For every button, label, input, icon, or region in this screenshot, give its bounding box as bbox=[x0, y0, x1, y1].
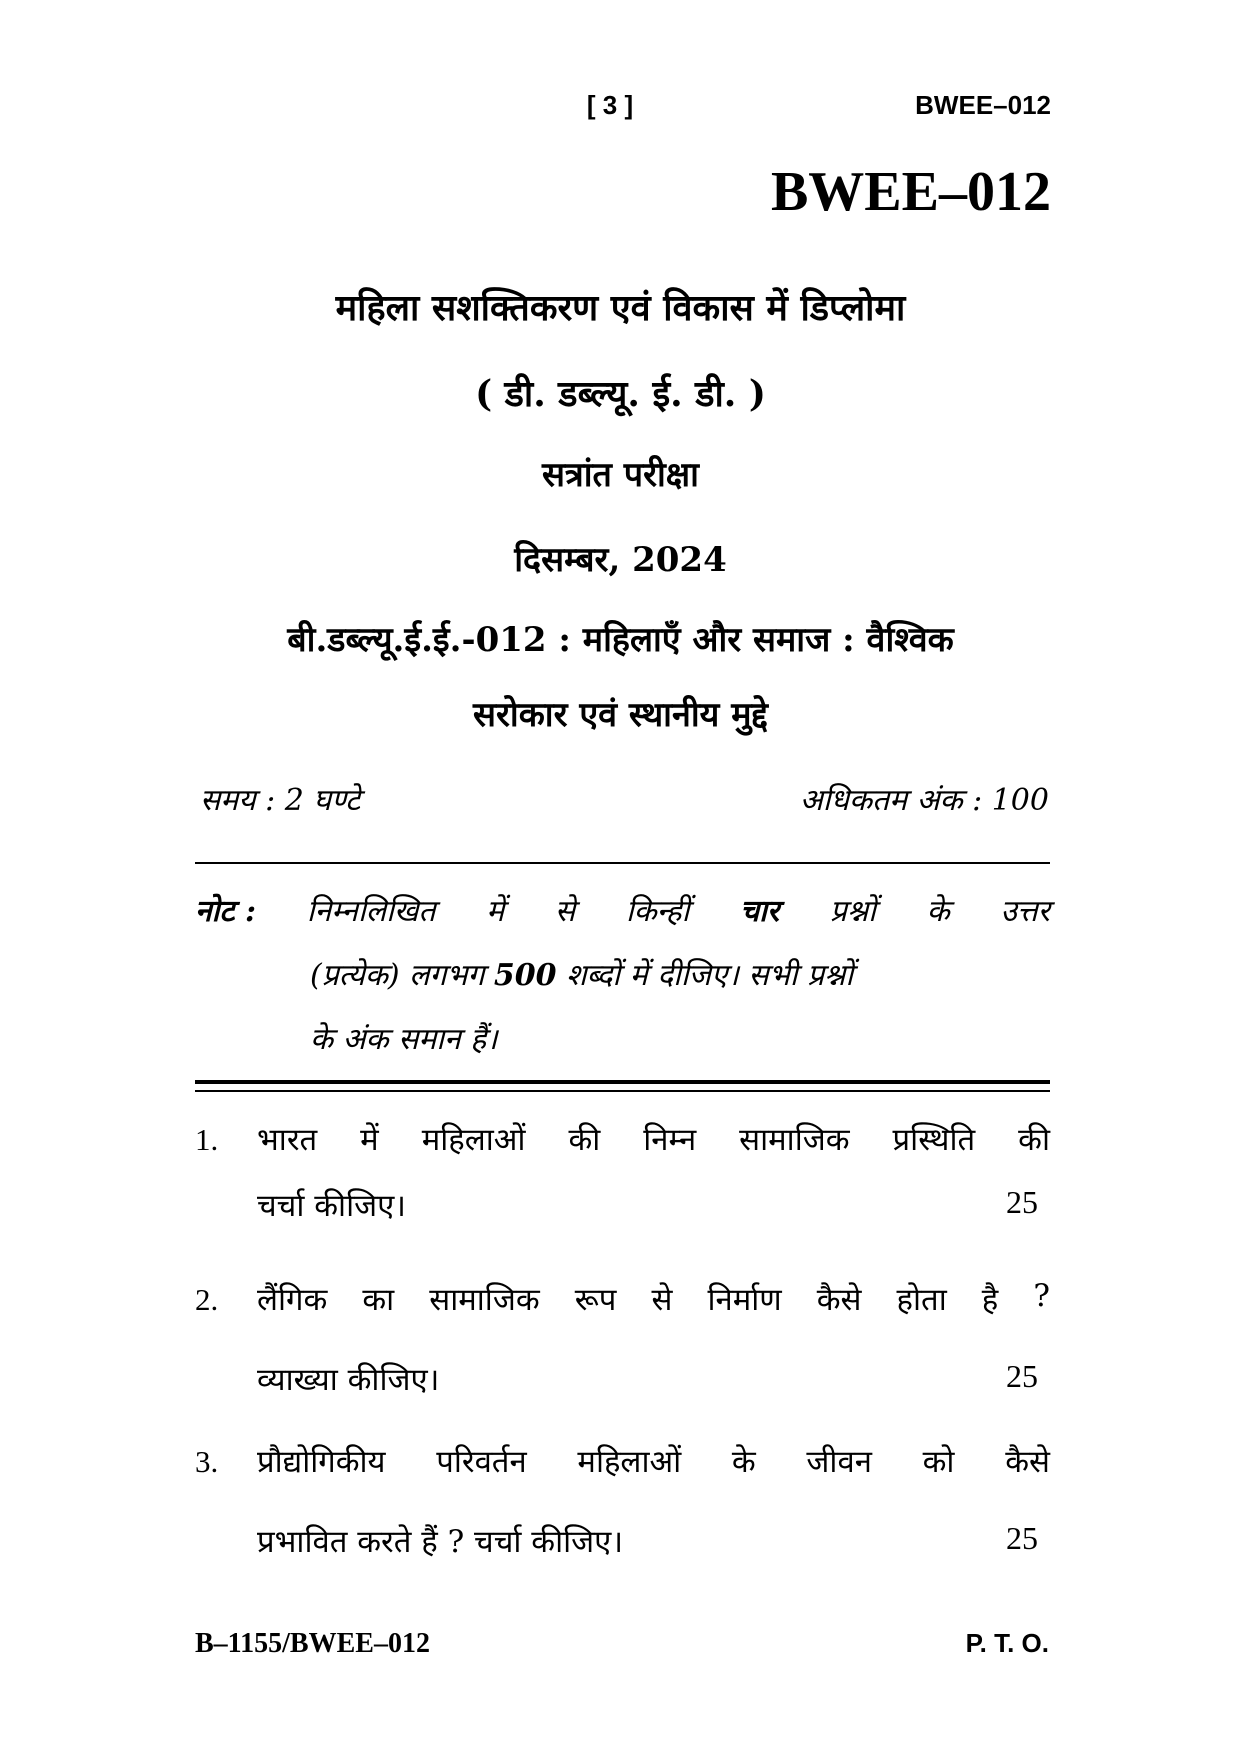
paper-code-footer: B–1155/BWEE–012 bbox=[195, 1628, 430, 1659]
course-code-title: BWEE–012 bbox=[770, 161, 1051, 223]
note-line-3: के अंक समान हैं। bbox=[310, 1022, 498, 1057]
question-word: कैसे bbox=[816, 1282, 862, 1318]
question-word: का bbox=[362, 1282, 395, 1318]
question-3 bbox=[195, 1440, 1050, 1562]
instructions-note bbox=[195, 880, 1050, 1072]
question-word: के bbox=[731, 1444, 756, 1480]
note-word-emphasis: चार bbox=[740, 894, 780, 929]
exam-title: सत्रांत परीक्षा bbox=[542, 455, 699, 495]
please-turn-over: P. T. O. bbox=[965, 1628, 1049, 1658]
note-line-1 bbox=[195, 880, 1050, 944]
double-divider-bottom bbox=[195, 1090, 1050, 1092]
question-word: की bbox=[568, 1122, 601, 1158]
question-number: 3. bbox=[195, 1444, 219, 1479]
question-word: की bbox=[1018, 1122, 1050, 1158]
note-word: में bbox=[486, 894, 505, 929]
question-1 bbox=[195, 1118, 1050, 1226]
question-text bbox=[257, 1118, 1050, 1160]
word-limit: 500 bbox=[493, 958, 557, 993]
time-allowed: समय : 2 घण्टे bbox=[200, 783, 361, 818]
question-word: है bbox=[981, 1282, 999, 1318]
question-text bbox=[257, 1278, 1050, 1320]
double-divider-top bbox=[195, 1080, 1050, 1084]
question-number: 2. bbox=[195, 1282, 219, 1317]
question-word: निम्न bbox=[643, 1122, 697, 1158]
programme-abbreviation: ( डी. डब्ल्यू. ई. डी. ) bbox=[475, 373, 766, 415]
question-line bbox=[195, 1358, 1050, 1400]
note-label: नोट : bbox=[195, 894, 257, 929]
note-line-2 bbox=[195, 944, 1050, 1008]
note-word: किन्हीं bbox=[625, 894, 690, 929]
question-word: सामाजिक bbox=[739, 1122, 850, 1158]
question-word: भारत bbox=[257, 1122, 318, 1158]
question-word: लैंगिक bbox=[257, 1282, 328, 1318]
question-word: कैसे bbox=[1005, 1444, 1050, 1480]
note-word: निम्नलिखित bbox=[306, 894, 436, 929]
question-line bbox=[195, 1440, 1050, 1520]
note-word: प्रश्नों bbox=[829, 894, 876, 929]
maximum-marks: अधिकतम अंक : 100 bbox=[799, 783, 1049, 818]
course-title-line2: सरोकार एवं स्थानीय मुद्दे bbox=[473, 695, 768, 735]
header-course-code: BWEE–012 bbox=[915, 90, 1051, 120]
course-title-line1: बी.डब्ल्यू.ई.ई.-012 : महिलाएँ और समाज : वैश्विक bbox=[287, 620, 954, 660]
programme-title: महिला सशक्तिकरण एवं विकास में डिप्लोमा bbox=[335, 287, 906, 329]
divider bbox=[195, 862, 1050, 864]
note-text: शब्दों में दीजिए। सभी प्रश्नों bbox=[566, 958, 854, 993]
question-word: होता bbox=[896, 1282, 947, 1318]
note-word: उत्तर bbox=[1000, 894, 1050, 929]
question-2 bbox=[195, 1278, 1050, 1400]
question-marks: 25 bbox=[1006, 1358, 1038, 1394]
question-word: निर्माण bbox=[707, 1282, 782, 1318]
question-word: में bbox=[360, 1122, 379, 1158]
page-number: [ 3 ] bbox=[586, 90, 634, 120]
question-marks: 25 bbox=[1006, 1520, 1038, 1556]
question-line bbox=[195, 1520, 1050, 1562]
question-word: जीवन bbox=[806, 1444, 872, 1480]
exam-session: दिसम्बर, 2024 bbox=[514, 540, 727, 580]
question-word: परिवर्तन bbox=[436, 1444, 527, 1480]
question-word: को bbox=[922, 1444, 955, 1480]
question-text-continued: चर्चा कीजिए। bbox=[257, 1188, 407, 1224]
question-line bbox=[195, 1184, 1050, 1226]
question-word: महिलाओं bbox=[421, 1122, 526, 1158]
note-word: के bbox=[926, 894, 950, 929]
note-text: (प्रत्येक) लगभग bbox=[310, 958, 485, 993]
question-text-continued: प्रभावित करते हैं ? चर्चा कीजिए। bbox=[257, 1524, 624, 1560]
question-number: 1. bbox=[195, 1122, 219, 1157]
question-word: प्रस्थिति bbox=[892, 1122, 976, 1158]
question-text-continued: व्याख्या कीजिए। bbox=[257, 1362, 440, 1398]
question-text bbox=[257, 1440, 1050, 1482]
question-word: सामाजिक bbox=[429, 1282, 540, 1318]
question-marks: 25 bbox=[1006, 1184, 1038, 1220]
question-line bbox=[195, 1118, 1050, 1184]
question-word: ? bbox=[1033, 1278, 1050, 1314]
question-word: महिलाओं bbox=[577, 1444, 682, 1480]
question-line bbox=[195, 1278, 1050, 1358]
question-word: रूप bbox=[574, 1282, 617, 1318]
question-word: से bbox=[651, 1282, 673, 1318]
question-word: प्रौद्योगिकीय bbox=[257, 1444, 386, 1480]
note-word: से bbox=[554, 894, 576, 929]
